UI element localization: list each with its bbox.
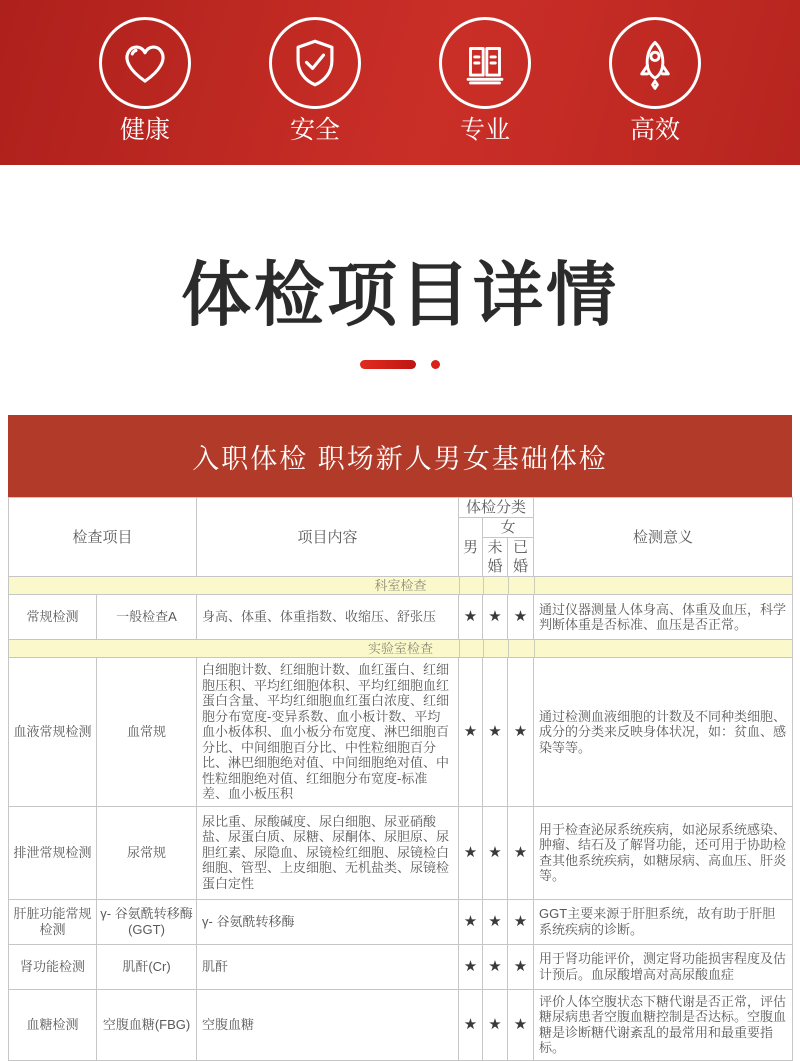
col-header-significance: 检测意义 — [534, 498, 793, 577]
item-row — [9, 899, 793, 944]
star-unmarried-cell: ★ — [483, 899, 508, 944]
exam-table-zone — [8, 415, 792, 1061]
underline-bar-icon — [360, 360, 416, 369]
star-unmarried-cell: ★ — [483, 989, 508, 1060]
section-divider — [459, 640, 460, 657]
star-male-cell: ★ — [459, 944, 483, 989]
feature-efficiency — [608, 17, 702, 165]
category-cell: 排泄常规检测 — [9, 806, 97, 899]
category-cell: 常规检测 — [9, 595, 97, 640]
open-book-icon — [439, 17, 531, 109]
star-married-cell: ★ — [508, 658, 534, 807]
section-divider — [534, 640, 535, 657]
rocket-icon — [609, 17, 701, 109]
feature-label: 安全 — [289, 116, 340, 144]
content-cell: 身高、体重、体重指数、收缩压、舒张压 — [197, 595, 459, 640]
section-divider — [508, 640, 509, 657]
name-cell: γ- 谷氨酰转移酶(GGT) — [97, 899, 197, 944]
section-divider — [534, 577, 535, 594]
significance-cell: 通过检测血液细胞的计数及不同种类细胞、成分的分类来反映身体状况，如：贫血、感染等等。 — [534, 658, 793, 807]
exam-table — [8, 497, 793, 1061]
item-row — [9, 989, 793, 1060]
page-title: 体检项目详情 — [181, 256, 619, 334]
category-cell: 血液常规检测 — [9, 658, 97, 807]
name-cell: 尿常规 — [97, 806, 197, 899]
feature-health — [98, 17, 192, 165]
section-divider — [483, 640, 484, 657]
col-header-item-content: 项目内容 — [197, 498, 459, 577]
category-cell: 肾功能检测 — [9, 944, 97, 989]
col-header-unmarried: 未婚 — [483, 538, 508, 577]
name-cell: 空腹血糖(FBG) — [97, 989, 197, 1060]
significance-cell: GGT主要来源于肝胆系统，故有助于肝胆系统疾病的诊断。 — [534, 899, 793, 944]
star-male-cell: ★ — [459, 989, 483, 1060]
star-married-cell: ★ — [508, 899, 534, 944]
col-header-check-item: 检查项目 — [9, 498, 197, 577]
heart-icon — [99, 17, 191, 109]
star-male-cell: ★ — [459, 658, 483, 807]
star-unmarried-cell: ★ — [483, 944, 508, 989]
category-cell: 血糖检测 — [9, 989, 97, 1060]
star-male-cell: ★ — [459, 806, 483, 899]
section-label: 科室检查 — [9, 577, 793, 595]
shield-check-icon — [269, 17, 361, 109]
feature-label: 高效 — [629, 116, 680, 144]
item-row — [9, 806, 793, 899]
feature-label: 健康 — [119, 116, 170, 144]
name-cell: 肌酐(Cr) — [97, 944, 197, 989]
section-label: 实验室检查 — [9, 640, 793, 658]
col-header-classification: 体检分类 — [459, 498, 534, 518]
section-row — [9, 577, 793, 595]
content-cell: 尿比重、尿酸碱度、尿白细胞、尿亚硝酸盐、尿蛋白质、尿糖、尿酮体、尿胆原、尿胆红素、尿隐血、尿镜检红细胞、尿镜检白细胞、管型、上皮细胞、无机盐类、尿镜检蛋白定性 — [197, 806, 459, 899]
table-title-band: 入职体检 职场新人男女基础体检 — [8, 415, 792, 497]
item-row — [9, 944, 793, 989]
significance-cell: 评价人体空腹状态下糖代谢是否正常，评估糖尿病患者空腹血糖控制是否达标。空腹血糖是诊断糖代谢紊乱的最常用和最重要指标。 — [534, 989, 793, 1060]
section-divider — [459, 577, 460, 594]
content-cell: 空腹血糖 — [197, 989, 459, 1060]
star-married-cell: ★ — [508, 806, 534, 899]
feature-professional — [438, 17, 532, 165]
significance-cell: 用于检查泌尿系统疾病，如泌尿系统感染、肿瘤、结石及了解肾功能，还可用于协助检查其他系统疾病，如糖尿病、高血压、肝炎等。 — [534, 806, 793, 899]
section-divider — [508, 577, 509, 594]
table-body — [9, 577, 793, 1061]
star-male-cell: ★ — [459, 595, 483, 640]
name-cell: 血常规 — [97, 658, 197, 807]
star-married-cell: ★ — [508, 595, 534, 640]
table-header — [9, 498, 793, 577]
item-row — [9, 658, 793, 807]
item-row — [9, 595, 793, 640]
significance-cell: 通过仪器测量人体身高、体重及血压，科学判断体重是否标准、血压是否正常。 — [534, 595, 793, 640]
significance-cell: 用于肾功能评价，测定肾功能损害程度及估计预后。血尿酸增高对高尿酸血症 — [534, 944, 793, 989]
star-married-cell: ★ — [508, 989, 534, 1060]
star-married-cell: ★ — [508, 944, 534, 989]
category-cell: 肝脏功能常规检测 — [9, 899, 97, 944]
col-header-female: 女 — [483, 518, 534, 538]
section-divider — [483, 577, 484, 594]
col-header-male: 男 — [459, 518, 483, 577]
content-cell: 白细胞计数、红细胞计数、血红蛋白、红细胞压积、平均红细胞体积、平均红细胞血红蛋白含量、平均红细胞血红蛋白浓度、红细胞分布宽度-变异系数、血小板计数、平均血小板体积、血小板分布宽度、淋巴细胞百分比、中间细胞百分比、中性粒细胞百分比、淋巴细胞绝对值、中间细胞绝对值、中性粒细胞绝对值、红细胞分布宽度-标准差、血小板压积 — [197, 658, 459, 807]
star-male-cell: ★ — [459, 899, 483, 944]
underline-dot-icon — [431, 360, 440, 369]
section-row — [9, 640, 793, 658]
feature-label: 专业 — [459, 116, 510, 144]
col-header-married: 已婚 — [508, 538, 534, 577]
title-underline — [0, 359, 800, 369]
content-cell: γ- 谷氨酰转移酶 — [197, 899, 459, 944]
star-unmarried-cell: ★ — [483, 595, 508, 640]
feature-banner — [0, 0, 800, 165]
name-cell: 一般检查A — [97, 595, 197, 640]
star-unmarried-cell: ★ — [483, 658, 508, 807]
feature-safety — [268, 17, 362, 165]
star-unmarried-cell: ★ — [483, 806, 508, 899]
content-cell: 肌酐 — [197, 944, 459, 989]
